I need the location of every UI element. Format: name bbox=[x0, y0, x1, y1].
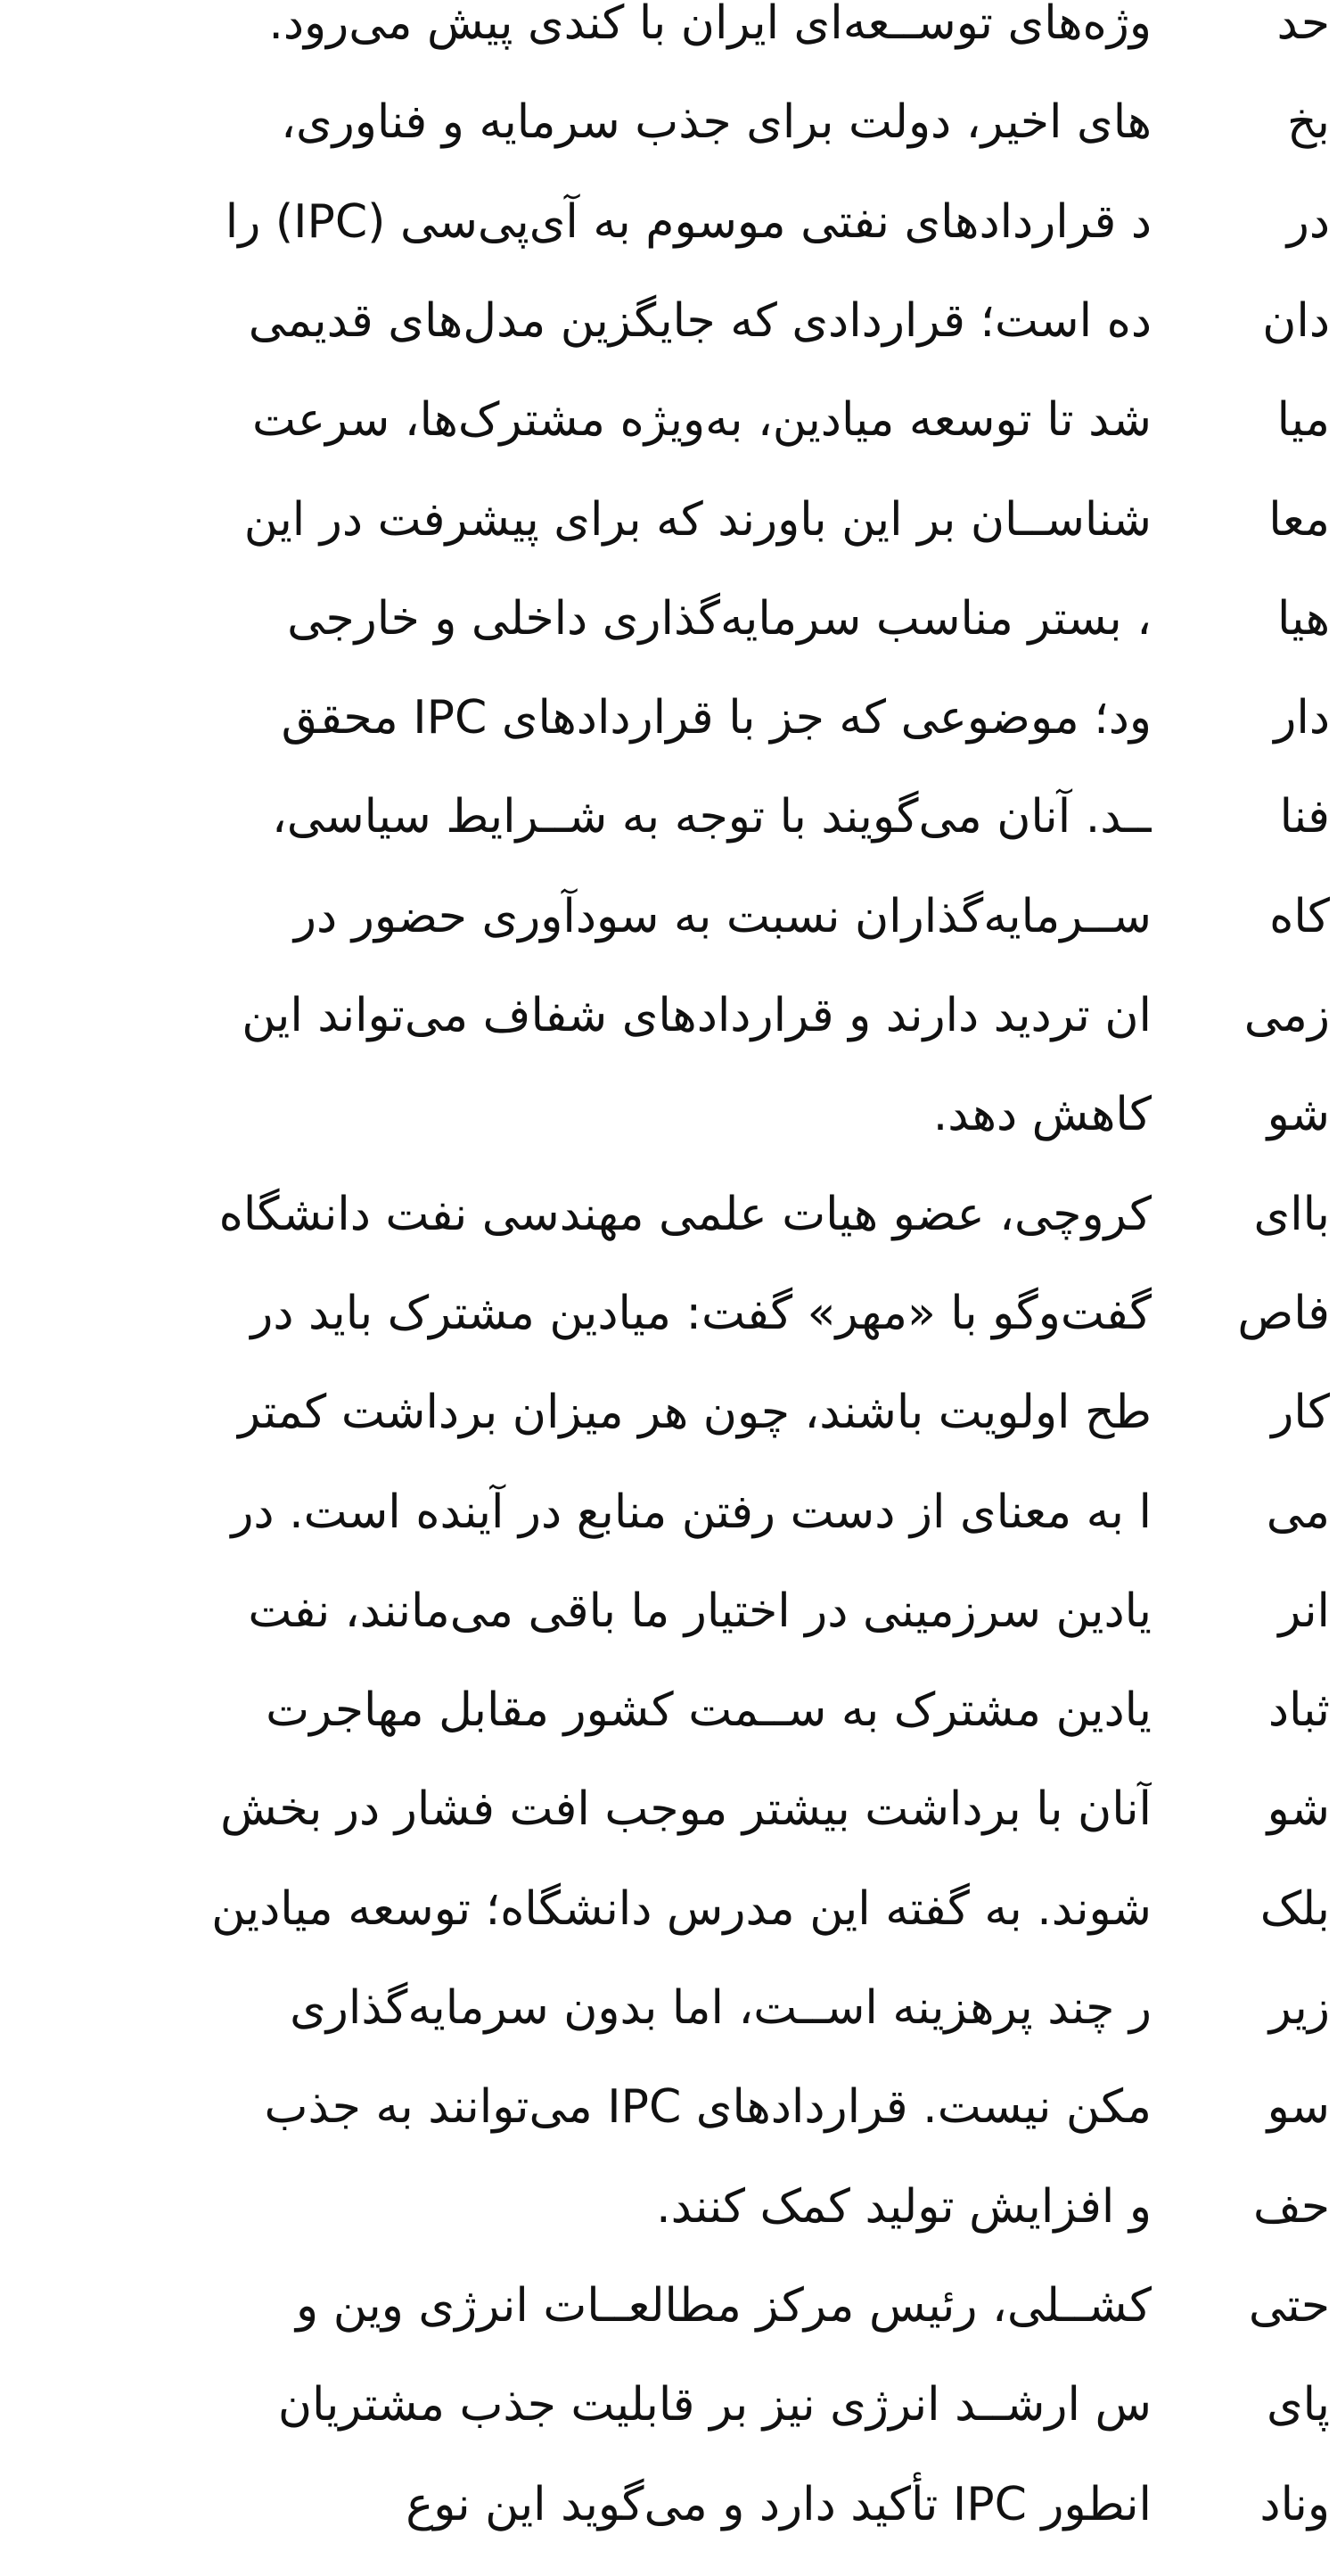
adjacent-text-line: ثباد bbox=[1267, 1683, 1330, 1738]
article-text-line: ــد. آنان می‌گویند با توجه به شــرایط سیاسی، bbox=[271, 790, 1152, 844]
adjacent-text-line: سو bbox=[1267, 2080, 1330, 2135]
article-text-line: ان تردید دارند و قراردادهای شفاف می‌تواند این bbox=[242, 989, 1152, 1042]
article-text-line: کاهش دهد. bbox=[932, 1088, 1152, 1142]
article-adjacent-column bbox=[1159, 0, 1337, 2576]
adjacent-text-line: حد bbox=[1276, 0, 1330, 50]
adjacent-text-line: حتی bbox=[1248, 2278, 1330, 2333]
adjacent-text-line: شو bbox=[1267, 1088, 1330, 1142]
adjacent-text-line: فنا bbox=[1279, 790, 1330, 844]
adjacent-text-line: کار bbox=[1271, 1386, 1330, 1440]
article-text-line: ا به معنای از دست رفتن منابع در آینده است. در bbox=[231, 1485, 1152, 1539]
article-text-line: طح اولویت باشند، چون هر میزان برداشت کمتر bbox=[238, 1386, 1152, 1440]
adjacent-text-line: میا bbox=[1276, 393, 1330, 448]
article-text-line: شناســان بر این باورند که برای پیشرفت در این bbox=[243, 492, 1152, 547]
article-text-line: آنان با برداشت بیشتر موجب افت فشار در بخش bbox=[220, 1782, 1152, 1837]
adjacent-text-line: می bbox=[1266, 1485, 1330, 1539]
article-text-line: و افزایش تولید کمک کنند. bbox=[656, 2179, 1152, 2234]
adjacent-text-line: معا bbox=[1268, 492, 1330, 547]
adjacent-text-line: زیر bbox=[1268, 1981, 1330, 2035]
adjacent-text-line: بخ bbox=[1286, 95, 1330, 150]
article-text-line: د قراردادهای نفتی موسوم به آی‌پی‌سی (IPC) را bbox=[225, 194, 1152, 249]
article-text-line: گفت‌وگو با «مهر» گفت: میادین مشترک باید در bbox=[250, 1286, 1152, 1340]
adjacent-text-line: وناد bbox=[1259, 2477, 1330, 2531]
article-text-line: ده است؛ قراردادی که جایگزین مدل‌های قدیمی bbox=[248, 293, 1152, 348]
article-text-line: ســرمایه‌گذاران نسبت به سودآوری حضور در bbox=[293, 889, 1152, 943]
adjacent-text-line: در bbox=[1286, 194, 1330, 249]
article-text-line: کشــلی، رئیس مرکز مطالعــات انرژی وین و bbox=[296, 2278, 1152, 2333]
adjacent-text-line: حف bbox=[1253, 2179, 1330, 2234]
article-text-line: وژه‌های توســعه‌ای ایران با کندی پیش می‌رود. bbox=[268, 0, 1152, 50]
adjacent-text-line: انر bbox=[1278, 1584, 1330, 1638]
adjacent-text-line: پای bbox=[1266, 2378, 1330, 2432]
article-text-line: ود؛ موضوعی که جز با قراردادهای IPC محقق bbox=[281, 691, 1152, 745]
article-text-line: یادین مشترک به ســمت کشور مقابل مهاجرت bbox=[266, 1683, 1152, 1738]
article-text-line: انطور IPC تأکید دارد و می‌گوید این نوع bbox=[406, 2477, 1152, 2531]
adjacent-text-line: باای bbox=[1253, 1187, 1330, 1241]
adjacent-text-line: بلک bbox=[1259, 1881, 1330, 1936]
article-text-line: ر چند پرهزینه اســت، اما بدون سرمایه‌گذاری bbox=[290, 1981, 1152, 2035]
article-text-line: شوند. به گفته این مدرس دانشگاه؛ توسعه میادین bbox=[211, 1881, 1152, 1936]
adjacent-text-line: دان bbox=[1262, 293, 1330, 348]
article-text-line: کروچی، عضو هیات علمی مهندسی نفت دانشگاه bbox=[218, 1187, 1152, 1241]
article-text-line: س ارشــد انرژی نیز بر قابلیت جذب مشتریان bbox=[277, 2378, 1152, 2432]
article-text-line: شد تا توسعه میادین، به‌ویژه مشترک‌ها، سرعت bbox=[251, 393, 1152, 448]
adjacent-text-line: شو bbox=[1267, 1782, 1330, 1837]
adjacent-text-line: کاه bbox=[1269, 889, 1330, 943]
article-text-line: مکن نیست. قراردادهای IPC می‌توانند به جذب bbox=[264, 2080, 1152, 2135]
article-text-line: ، بستر مناسب سرمایه‌گذاری داخلی و خارجی bbox=[287, 591, 1152, 646]
adjacent-text-line: زمی bbox=[1243, 989, 1330, 1042]
article-text-line: یادین سرزمینی در اختیار ما باقی می‌مانند، نفت bbox=[248, 1584, 1152, 1638]
article-text-line: های اخیر، دولت برای جذب سرمایه و فناوری، bbox=[281, 95, 1152, 150]
adjacent-text-line: فاص bbox=[1237, 1286, 1330, 1340]
adjacent-text-line: دار bbox=[1274, 691, 1330, 745]
adjacent-text-line: هیا bbox=[1277, 591, 1330, 646]
